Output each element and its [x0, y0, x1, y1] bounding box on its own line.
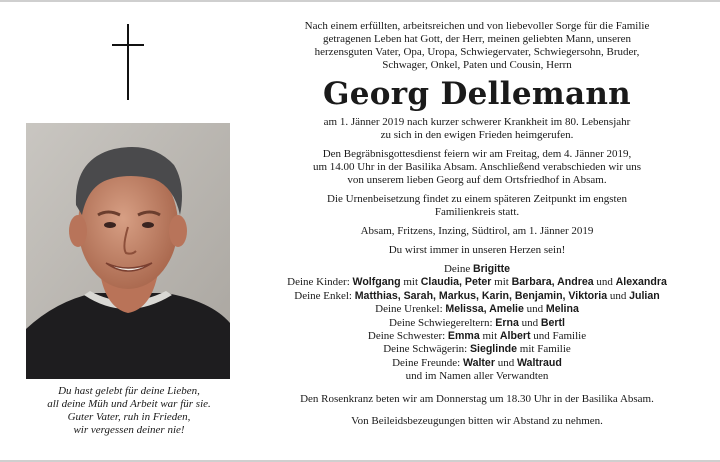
family-text: Deine Urenkel: — [375, 303, 446, 316]
family-text: mit Familie — [517, 343, 571, 356]
family-name: Julian — [629, 289, 660, 302]
family-text: und Familie — [530, 330, 587, 343]
cross-icon — [112, 24, 144, 100]
closing-paragraph — [246, 393, 708, 428]
family-text: Deine — [443, 263, 473, 275]
family-name: Wolfgang — [352, 276, 401, 289]
family-line — [246, 370, 708, 383]
urn-line: Familienkreis statt. — [434, 206, 520, 218]
family-text: und — [494, 356, 517, 369]
family-text: und im Namen aller Verwandten — [405, 370, 549, 383]
family-name: Erna — [495, 316, 519, 329]
condolence-line: Von Beileidsbezeugungen bitten wir Abstand zu nehmen. — [351, 414, 603, 427]
urn-line: Die Urnenbeisetzung findet zu einem späteren Zeitpunkt im engsten — [327, 193, 627, 205]
family-line — [246, 330, 708, 343]
family-name: Sieglinde — [469, 343, 518, 356]
family-text: mit — [479, 330, 500, 343]
notice-text — [246, 20, 708, 428]
intro-line: getragenen Leben hat Gott, der Herr, meinen geliebten Mann, unseren — [322, 33, 632, 45]
family-text: und — [518, 316, 541, 329]
funeral-line: Den Begräbnisgottesdienst feiern wir am Freitag, dem 4. Jänner 2019, — [322, 148, 632, 160]
family-name: Albert — [499, 330, 531, 343]
family-text: und — [523, 303, 546, 316]
death-line: zu sich in den ewigen Frieden heimgerufen. — [380, 129, 574, 141]
urn-paragraph — [246, 193, 708, 219]
family-line — [246, 343, 708, 356]
family-name: Waltraud — [516, 356, 562, 369]
poem-line: wir vergessen deiner nie! — [73, 424, 185, 436]
family-text: mit — [491, 276, 512, 289]
family-name: Bertl — [540, 316, 565, 329]
family-line — [246, 317, 708, 330]
portrait-photo — [26, 123, 230, 379]
family-text: Deine Kinder: — [287, 276, 353, 289]
intro-line: Schwager, Onkel, Paten und Cousin, Herrn — [382, 59, 572, 71]
death-line: am 1. Jänner 2019 nach kurzer schwerer Krankheit im 80. Lebensjahr — [323, 116, 631, 128]
family-line — [246, 357, 708, 370]
family-text: Deine Schwägerin: — [383, 343, 470, 356]
family-text: und — [593, 276, 616, 289]
family-name: Melissa, Amelie — [445, 303, 524, 316]
family-text: Deine Enkel: — [294, 289, 355, 302]
family-name: Alexandra — [615, 276, 667, 289]
family-line — [246, 290, 708, 303]
rosary-line: Den Rosenkranz beten wir am Donnerstag um 18.30 Uhr in der Basilika Absam. — [300, 392, 654, 405]
family-name: Melina — [545, 303, 579, 316]
family-line — [246, 263, 708, 276]
family-name: Barbara, Andrea — [511, 276, 594, 289]
family-list — [246, 263, 708, 384]
funeral-paragraph — [246, 148, 708, 187]
family-text: Deine Schwiegereltern: — [389, 316, 496, 329]
intro-line: Nach einem erfüllten, arbeitsreichen und von liebevoller Sorge für die Familie — [304, 20, 650, 32]
death-paragraph — [246, 116, 708, 142]
funeral-line: um 14.00 Uhr in der Basilika Absam. Anschließend verabschieden wir uns — [312, 161, 642, 173]
poem-line: Du hast gelebt für deine Lieben, — [58, 385, 200, 397]
funeral-line: von unserem lieben Georg auf dem Ortsfriedhof in Absam. — [347, 174, 607, 186]
intro-paragraph — [246, 20, 708, 72]
family-name: Brigitte — [472, 263, 511, 275]
top-border — [0, 0, 720, 2]
family-line — [246, 276, 708, 289]
memorial-poem — [18, 385, 240, 437]
poem-line: Guter Vater, ruh in Frieden, — [67, 411, 191, 423]
family-name: Claudia, Peter — [420, 276, 492, 289]
intro-line: herzensguten Vater, Opa, Uropa, Schwiegervater, Schwiegersohn, Bruder, — [314, 46, 640, 58]
family-text: und — [607, 289, 630, 302]
family-line — [246, 303, 708, 316]
family-name: Matthias, Sarah, Markus, Karin, Benjamin, Viktoria — [354, 289, 608, 302]
family-text: mit — [400, 276, 421, 289]
deceased-name: Georg Dellemann — [322, 76, 632, 112]
place-date: Absam, Fritzens, Inzing, Südtirol, am 1. Jänner 2019 — [360, 225, 594, 237]
family-text: Deine Schwester: — [367, 330, 448, 343]
poem-line: all deine Müh und Arbeit war für sie. — [47, 398, 211, 410]
family-name: Emma — [447, 330, 480, 343]
family-name: Walter — [462, 356, 495, 369]
heart-line: Du wirst immer in unseren Herzen sein! — [388, 244, 566, 256]
family-text: Deine Freunde: — [392, 356, 463, 369]
